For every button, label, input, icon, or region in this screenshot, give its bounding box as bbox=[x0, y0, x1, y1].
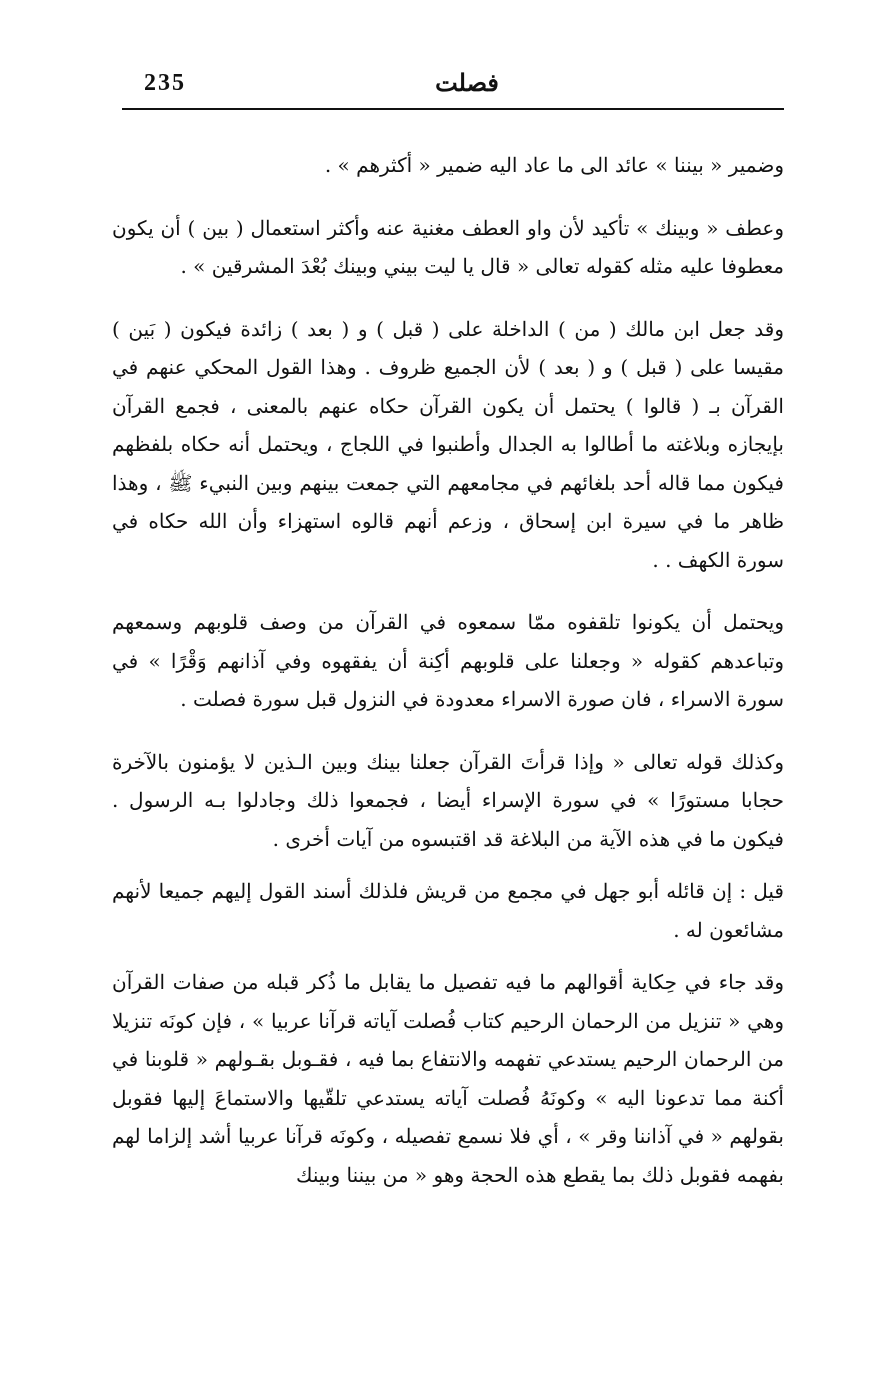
paragraph-5: وكذلك قوله تعالى « وإذا قرأتَ القرآن جعلنا بينك وبين الـذين لا يؤمنون بالآخرة حجابا مستورًا » في سورة الإسراء أيضا ، فجمعوا ذلك وجادلوا بـه الرسول . فيكون ما في هذه الآية من البلاغة قد اقتبسوه من آيات أخرى . bbox=[112, 749, 784, 851]
paragraph-1: وضمير « بيننا » عائد الى ما عاد اليه ضمير « أكثرهم » . bbox=[324, 153, 784, 177]
paragraph-2: وعطف « وبينك » تأكيد لأن واو العطف مغنية عنه وأكثر استعمال ( بين ) أن يكون معطوفا عليه مثله كقوله تعالى « قال يا ليت بيني وبينك بُعْدَ المشرقين » . bbox=[112, 215, 784, 278]
paragraph-6: قيل : إن قائله أبو جهل في مجمع من قريش فلذلك أسند القول إليهم جميعا لأنهم مشائعون له . bbox=[112, 879, 784, 942]
paragraph-7: وقد جاء في حِكاية أقوالهم ما فيه تفصيل ما يقابل ما ذُكر قبله من صفات القرآن وهي « تنزيل من الرحمان الرحيم كتاب فُصلت آياته قرآنا عربيا » ، فإن كونَه تنزيلا من الرحمان الرحيم يستدعي تفهمه والانتفاع بما فيه ، فقـوبل بقـولهم « قلوبنا في أكنة مما تدعونا اليه » وكونَهُ فُصلت آياته يستدعي تلقّيها والاستماعَ إليها فقوبل بقولهم « في آذاننا وقر » ، أي فلا نسمع تفصيله ، وكونَه قرآنا عربيا أشد إلزاما لهم بفهمه فقوبل ذلك بما يقطع هذه الحجة وهو « من بيننا وبينك bbox=[112, 970, 784, 1187]
page-number: 235 bbox=[144, 70, 186, 96]
paragraph-3: وقد جعل ابن مالك ( من ) الداخلة على ( قبل ) و ( بعد ) زائدة فيكون ( بَين ) مقيسا على ( قبل ) و ( بعد ) لأن الجميع ظروف . وهذا القول المحكي عنهم في القرآن بـ ( قالوا ) يحتمل أن يكون القرآن حكاه عنهم بالمعنى ، فجمع القرآن بإيجازه وبلاغته ما أطالوا به الجدال وأطنبوا في اللجاج ، ويحتمل أنه حكاه بلفظهم فيكون مما قاله أحد بلغائهم في مجامعهم التي جمعت بينهم وبين النبيء ﷺ ، وهذا ظاهر ما في سيرة ابن إسحاق ، وزعم أنهم قالوه استهزاء وأن الله حكاه في سورة الكهف . . bbox=[112, 316, 784, 572]
running-title: فصلت bbox=[435, 68, 499, 97]
paragraph-4: ويحتمل أن يكونوا تلقفوه ممّا سمعوه في القرآن من وصف قلوبهم وسمعهم وتباعدهم كقوله « وجعلنا على قلوبهم أكِنة أن يفقهوه وفي آذانهم وَقْرًا » في سورة الاسراء ، فان صورة الاسراء معدودة في النزول قبل سورة فصلت . bbox=[112, 610, 784, 711]
page-header bbox=[122, 62, 784, 110]
page-body bbox=[112, 146, 784, 1218]
